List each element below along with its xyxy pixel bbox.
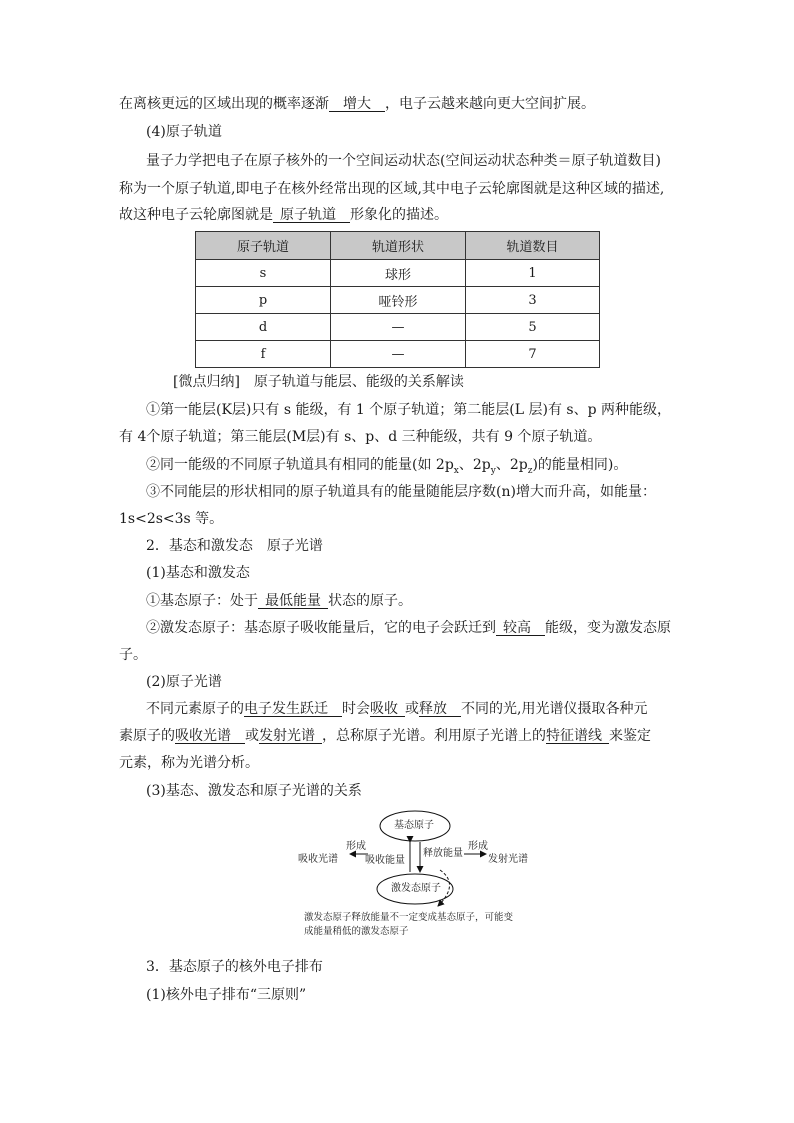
diagram-note-line1: 激发态原子释放能量不一定变成基态原子，可能变 xyxy=(304,912,514,923)
table-cell: d xyxy=(196,314,331,341)
paragraph-orbital-line2: 称为一个原子轨道,即电子在核外经常出现的区域,其中电子云轮廓图就是这种区域的描述, xyxy=(119,181,665,197)
point-2: ②同一能级的不同原子轨道具有相同的能量(如 $2p_x$、$2p_y$、$2p_z$)的能量相同)。 xyxy=(146,457,628,476)
table-cell: 7 xyxy=(466,341,600,368)
paragraph-probability: 在离核更远的区域出现的概率逐渐 增大 ，电子云越来越向更大空间扩展。 xyxy=(119,96,595,112)
table-row xyxy=(196,341,600,368)
blank-answer: 特征谱线 xyxy=(546,728,602,744)
section-2-2-heading: (2)原子光谱 xyxy=(146,674,222,690)
point-1-line2: 有 4个原子轨道；第三能层(M层)有 s、p、d 三种能级，共有 9 个原子轨道。 xyxy=(119,429,602,445)
table-row xyxy=(196,260,600,287)
section-2-1-heading: (1)基态和激发态 xyxy=(146,565,250,581)
spectrum-paragraph-line2: 素原子的吸收光谱 或发射光谱 ，总称原子光谱。利用原子光谱上的特征谱线 来鉴定 xyxy=(119,728,651,744)
table-row xyxy=(196,314,600,341)
orbital-table xyxy=(195,231,600,368)
table-cell: 1 xyxy=(466,260,600,287)
absorption-spectrum-label: 吸收光谱 xyxy=(298,854,338,865)
spectrum-paragraph-line3: 元素，称为光谱分析。 xyxy=(119,755,259,771)
table-header-cell: 原子轨道 xyxy=(196,232,331,260)
release-energy-label: 释放能量 xyxy=(423,848,463,859)
table-cell: 哑铃形 xyxy=(331,287,466,314)
ground-state-definition: ①基态原子：处于 最低能量 状态的原子。 xyxy=(146,593,412,609)
blank-answer: 较高 xyxy=(503,620,531,636)
excited-state-label: 激发态原子 xyxy=(391,883,441,894)
absorb-energy-label: 吸收能量 xyxy=(365,855,405,866)
blank-answer: 原子轨道 xyxy=(280,207,336,223)
table-cell: p xyxy=(196,287,331,314)
section-2-3-heading: (3)基态、激发态和原子光谱的关系 xyxy=(146,783,362,799)
blank-answer: 释放 xyxy=(419,701,447,717)
table-cell: — xyxy=(331,314,466,341)
point-3-line1: ③不同能层的形状相同的原子轨道具有的能量随能层序数(n)增大而升高，如能量： xyxy=(146,484,656,500)
emission-spectrum-label: 发射光谱 xyxy=(488,854,528,865)
section-3-1-heading: (1)核外电子排布“三原则” xyxy=(146,987,307,1003)
micro-summary-heading: [微点归纳] 原子轨道与能层、能级的关系解读 xyxy=(173,374,464,390)
table-cell: 球形 xyxy=(331,260,466,287)
blank-answer: 吸收光谱 xyxy=(175,728,231,744)
paragraph-orbital-line3: 故这种电子云轮廓图就是 原子轨道 形象化的描述。 xyxy=(119,207,448,223)
point-1-line1: ①第一能层(K层)只有 s 能级，有 1 个原子轨道；第二能层(L 层)有 s、p 两种能级， xyxy=(146,402,671,418)
point-3-line2: 1s<2s<3s 等。 xyxy=(119,511,224,527)
subheading-atomic-orbital: (4)原子轨道 xyxy=(146,124,222,140)
table-cell: f xyxy=(196,341,331,368)
blank-answer: 发射光谱 xyxy=(259,728,315,744)
section-2-heading: 2．基态和激发态 原子光谱 xyxy=(146,538,323,554)
table-cell: 3 xyxy=(466,287,600,314)
paragraph-orbital-line1: 量子力学把电子在原子核外的一个空间运动状态(空间运动状态种类＝原子轨道数目) xyxy=(146,153,661,169)
table-header-cell: 轨道数目 xyxy=(466,232,600,260)
table-header-cell: 轨道形状 xyxy=(331,232,466,260)
blank-answer: 增大 xyxy=(343,96,371,112)
table-cell: s xyxy=(196,260,331,287)
ground-state-label: 基态原子 xyxy=(394,820,434,831)
blank-answer: 电子发生跃迁 xyxy=(244,701,328,717)
spectrum-paragraph-line1: 不同元素原子的电子发生跃迁 时会吸收 或释放 不同的光,用光谱仪摄取各种元 xyxy=(146,701,648,717)
form-right-label: 形成 xyxy=(468,841,488,852)
diagram-note-line2: 成能量稍低的激发态原子 xyxy=(304,926,409,937)
excited-state-definition-line2: 子。 xyxy=(119,647,147,663)
table-header-row xyxy=(196,232,600,260)
form-left-label: 形成 xyxy=(346,841,366,852)
state-spectrum-diagram xyxy=(290,808,570,943)
table-cell: — xyxy=(331,341,466,368)
excited-state-definition-line1: ②激发态原子：基态原子吸收能量后，它的电子会跃迁到 较高 能级，变为激发态原 xyxy=(146,620,671,636)
blank-answer: 最低能量 xyxy=(265,593,321,609)
table-row xyxy=(196,287,600,314)
table-cell: 5 xyxy=(466,314,600,341)
blank-answer: 吸收 xyxy=(370,701,398,717)
section-3-heading: 3．基态原子的核外电子排布 xyxy=(146,959,323,975)
